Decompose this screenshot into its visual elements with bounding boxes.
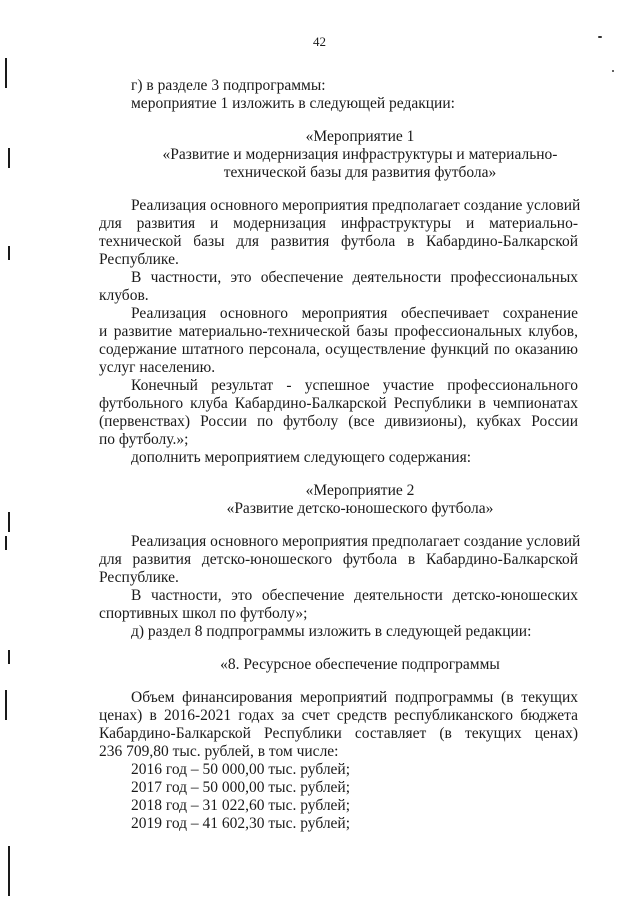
budget-year-line: 2019 год – 41 602,30 тыс. рублей; <box>131 815 351 832</box>
text-line: г) в разделе 3 подпрограммы: <box>131 77 326 94</box>
paragraph-line: 236 709,80 тыс. рублей, в том числе: <box>99 743 339 760</box>
paragraph-line: клубов. <box>99 287 149 304</box>
scan-margin-mark <box>8 148 10 168</box>
section-heading: «8. Ресурсное обеспечение подпрограммы <box>220 656 500 673</box>
scan-margin-mark <box>8 246 10 260</box>
paragraph-line: Республике. <box>99 251 179 268</box>
paragraph-line: Объем финансирования мероприятий подпрограммы (в текущих <box>131 689 578 706</box>
paragraph-line: Реализация основного мероприятия предполагает создание условий <box>131 197 581 214</box>
paragraph-line: футбольного клуба Кабардино-Балкарской Республики в чемпионатах <box>99 395 578 412</box>
paragraph-line: технической базы для развития футбола в Кабардино-Балкарской <box>99 233 578 250</box>
paragraph-line: содержание штатного персонала, осуществление функций по оказанию <box>99 341 578 358</box>
page-number: 42 <box>313 34 326 49</box>
paragraph-line: услуг населению. <box>99 359 216 376</box>
scan-margin-mark <box>8 512 10 532</box>
text-line: дополнить мероприятием следующего содержания: <box>131 449 472 466</box>
paragraph-line: для развития детско-юношеского футбола в Кабардино-Балкарской <box>99 551 578 568</box>
scan-margin-mark <box>5 58 7 88</box>
scan-dot <box>612 70 614 72</box>
section-heading: «Мероприятие 2 <box>305 482 415 499</box>
budget-year-line: 2016 год – 50 000,00 тыс. рублей; <box>131 761 351 778</box>
section-heading: «Мероприятие 1 <box>305 128 415 145</box>
budget-year-line: 2017 год – 50 000,00 тыс. рублей; <box>131 779 351 796</box>
paragraph-line: В частности, это обеспечение деятельности детско-юношеских <box>131 587 578 604</box>
paragraph-line: В частности, это обеспечение деятельности профессиональных <box>131 269 578 286</box>
paragraph-line: Кабардино-Балкарской Республики составляет (в текущих ценах) <box>99 725 578 742</box>
paragraph-line: (первенствах) России по футболу (все дивизионы), кубках России <box>99 413 578 430</box>
section-heading: «Развитие детско-юношеского футбола» <box>226 500 494 517</box>
paragraph-line: и развитие материально-технической базы профессиональных клубов, <box>99 323 578 340</box>
paragraph-line: спортивных школ по футболу»; <box>99 605 308 622</box>
paragraph-line: Реализация основного мероприятия обеспечивает сохранение <box>131 305 578 322</box>
paragraph-line: Конечный результат - успешное участие профессионального <box>131 377 578 394</box>
scan-margin-mark <box>8 846 10 896</box>
scan-margin-mark <box>5 690 7 720</box>
scan-margin-mark <box>8 650 10 664</box>
scan-margin-mark <box>5 536 7 550</box>
budget-year-line: 2018 год – 31 022,60 тыс. рублей; <box>131 797 351 814</box>
text-line: мероприятие 1 изложить в следующей редакции: <box>131 95 455 112</box>
paragraph-line: для развития и модернизация инфраструктуры и материально- <box>99 215 578 232</box>
paragraph-line: Реализация основного мероприятия предполагает создание условий <box>131 533 581 550</box>
paragraph-line: ценах) в 2016-2021 годах за счет средств республиканского бюджета <box>99 707 578 724</box>
section-heading: технической базы для развития футбола» <box>223 164 497 181</box>
text-line: д) раздел 8 подпрограммы изложить в следующей редакции: <box>131 623 532 640</box>
section-heading: «Развитие и модернизация инфраструктуры и материально- <box>162 146 558 163</box>
paragraph-line: Республике. <box>99 569 179 586</box>
paragraph-line: по футболу.»; <box>99 431 189 448</box>
